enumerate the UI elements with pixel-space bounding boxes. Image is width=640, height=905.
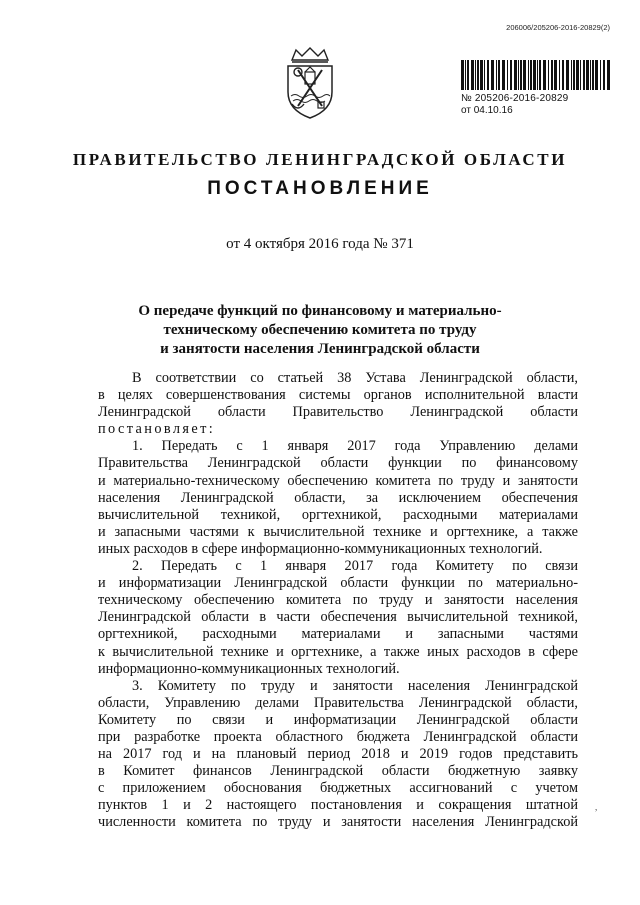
registration-date: от 04.10.16 (461, 105, 513, 116)
barcode-bar (600, 60, 601, 90)
barcode-bar (551, 60, 553, 90)
barcode-bar (537, 60, 538, 90)
body-line: к вычислительной технике и оргтехнике, а также иных расходов в сфере (98, 643, 578, 660)
registration-block (461, 60, 611, 116)
body-line: В соответствии со статьей 38 Устава Ленинградской области, (132, 370, 578, 386)
body-line: и информатизации Ленинградской области функции по материально- (98, 575, 578, 592)
subject-line: и занятости населения Ленинградской области (160, 341, 480, 357)
barcode-bar (471, 60, 474, 90)
body-line: в целях совершенствования системы органов исполнительной власти (98, 387, 578, 404)
barcode-bar (507, 60, 508, 90)
body-line: в Комитет финансов Ленинградской области бюджетную заявку (98, 763, 578, 780)
barcode-bar (502, 60, 505, 90)
body-line: при разработке проекта областного бюджета Ленинградской области (98, 728, 578, 745)
barcode-bar (562, 60, 564, 90)
barcode-bar (580, 60, 581, 90)
body-line: техническому обеспечению комитета по труду и занятости населения (98, 592, 578, 609)
body-line: постановляет: (98, 421, 216, 438)
body-line: и материально-техническому обеспечению комитета по труду и занятости (98, 472, 578, 489)
barcode-bar (576, 60, 579, 90)
barcode-bar (498, 60, 500, 90)
barcode-icon (461, 60, 611, 90)
barcode-bar (586, 60, 589, 90)
body-line: иных расходов в сфере информационно-коммуникационных технологий. (98, 540, 543, 557)
body-line: 1. Передать с 1 января 2017 года Управлению делами (132, 438, 578, 455)
resolution-date-number: от 4 октября 2016 года № 371 (226, 236, 414, 252)
barcode-bar (484, 60, 485, 90)
barcode-bar (592, 60, 594, 90)
barcode-bar (559, 60, 560, 90)
body-line: 3. Комитету по труду и занятости населения Ленинградской (132, 677, 578, 694)
coat-of-arms-icon (278, 46, 342, 120)
document-type: ПОСТАНОВЛЕНИЕ (207, 178, 433, 199)
barcode-bar (477, 60, 479, 90)
barcode-bar (548, 60, 549, 90)
barcode-bar (465, 60, 466, 90)
barcode-bar (523, 60, 526, 90)
body-line: 2. Передать с 1 января 2017 года Комитету по связи (132, 558, 578, 575)
barcode-bar (543, 60, 546, 90)
document-code: 206006/205206-2016-20829(2) (506, 23, 610, 32)
barcode-bar (514, 60, 517, 90)
barcode-bar (530, 60, 532, 90)
barcode-bar (571, 60, 572, 90)
barcode-bar (533, 60, 536, 90)
body-line: населения Ленинградской области, за исключением обеспечения (98, 489, 578, 506)
body-line: и запасными частями к вычислительной технике и оргтехнике, а также (98, 523, 578, 540)
barcode-bar (583, 60, 585, 90)
barcode-bar (467, 60, 469, 90)
body-line: численности комитета по труду и занятости населения Ленинградской (98, 814, 578, 831)
barcode-bar (461, 60, 464, 90)
body-line: на 2017 год и на плановый период 2018 и 2019 годов представить (98, 746, 578, 763)
barcode-bar (491, 60, 494, 90)
barcode-bar (480, 60, 483, 90)
barcode-bar (510, 60, 512, 90)
barcode-bar (475, 60, 476, 90)
body-line: Ленинградской области в части обеспечения вычислительной техникой, (98, 609, 578, 626)
barcode-bar (566, 60, 569, 90)
resolution-subject (100, 302, 540, 359)
barcode-bar (573, 60, 575, 90)
barcode-bar (520, 60, 522, 90)
body-line: Комитету по связи и информатизации Ленинградской области (98, 711, 578, 728)
barcode-bar (496, 60, 497, 90)
subject-line: техническому обеспечению комитета по труду (163, 322, 477, 338)
barcode-bar (607, 60, 610, 90)
body-line: пунктов 1 и 2 настоящего постановления и сокращения штатной (98, 797, 578, 814)
body-line: Правительства Ленинградской области функции по финансовому (98, 455, 578, 472)
subject-line: О передаче функций по финансовому и материально- (138, 303, 502, 319)
registration-number: № 205206-2016-20829 (461, 93, 569, 104)
body-line: с приложением обоснования бюджетных ассигнований с учетом (98, 780, 578, 797)
scan-artifact-dot: , (595, 802, 598, 812)
body-line: информационно-коммуникационных технологий. (98, 660, 400, 677)
resolution-body (98, 370, 578, 832)
body-line: Ленинградской области Правительство Ленинградской области (98, 404, 578, 421)
barcode-bar (603, 60, 605, 90)
barcode-bar (518, 60, 519, 90)
body-line: вычислительной техникой, оргтехникой, расходными материалами (98, 506, 578, 523)
government-title: ПРАВИТЕЛЬСТВО ЛЕНИНГРАДСКОЙ ОБЛАСТИ (72, 150, 568, 169)
barcode-bar (487, 60, 489, 90)
barcode-bar (595, 60, 598, 90)
body-line: области, Управлению делами Правительства Ленинградской области, (98, 694, 578, 711)
barcode-bar (554, 60, 557, 90)
body-line: оргтехникой, расходными материалами и запасными частями (98, 626, 578, 643)
barcode-bar (539, 60, 541, 90)
barcode-bar (528, 60, 529, 90)
barcode-bar (590, 60, 591, 90)
